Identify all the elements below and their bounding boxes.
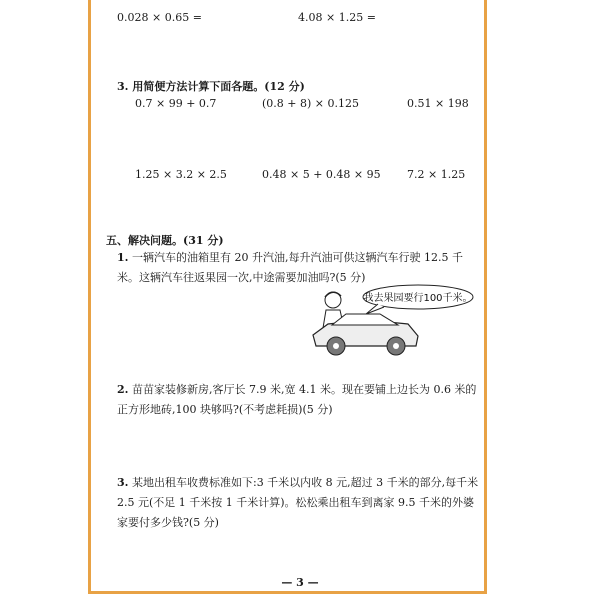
problem-3-number: 3. [117, 476, 129, 489]
problem-3 [117, 473, 482, 533]
calc-4: 1.25 × 3.2 × 2.5 [135, 168, 227, 181]
calc-5: 0.48 × 5 + 0.48 × 95 [262, 168, 381, 181]
car-driver-illustration [308, 280, 478, 360]
section5-title: 五、解决问题。(31 分) [106, 234, 224, 247]
problem-2-text: 苗苗家装修新房,客厅长 7.9 米,宽 4.1 米。现在要铺上边长为 0.6 米的正方形地砖,100 块够吗?(不考虑耗损)(5 分) [117, 383, 477, 416]
exercise-1: 0.028 × 0.65 = [117, 11, 202, 24]
exercise-2: 4.08 × 1.25 = [298, 11, 376, 24]
problem-1-text: 一辆汽车的油箱里有 20 升汽油,每升汽油可供这辆汽车行驶 12.5 千米。这辆汽车往返果园一次,中途需要加油吗?(5 分) [117, 251, 463, 284]
page-number: — 3 — [281, 576, 319, 589]
calc-1: 0.7 × 99 + 0.7 [135, 97, 217, 110]
section3-title: 3. 用简便方法计算下面各题。(12 分) [117, 80, 305, 93]
calc-3: 0.51 × 198 [407, 97, 469, 110]
calc-6: 7.2 × 1.25 [407, 168, 466, 181]
problem-2 [117, 380, 482, 420]
problem-3-text: 某地出租车收费标准如下:3 千米以内收 8 元,超过 3 千米的部分,每千米 2.5 元(不足 1 千米按 1 千米计算)。松松乘出租车到离家 9.5 千米的外婆家要付多少钱?(5 分) [117, 476, 479, 529]
calc-2: (0.8 + 8) × 0.125 [262, 97, 359, 110]
speech-bubble-text: 我去果园要行100千米。 [363, 293, 473, 304]
problem-2-number: 2. [117, 383, 129, 396]
problem-1-number: 1. [117, 251, 129, 264]
